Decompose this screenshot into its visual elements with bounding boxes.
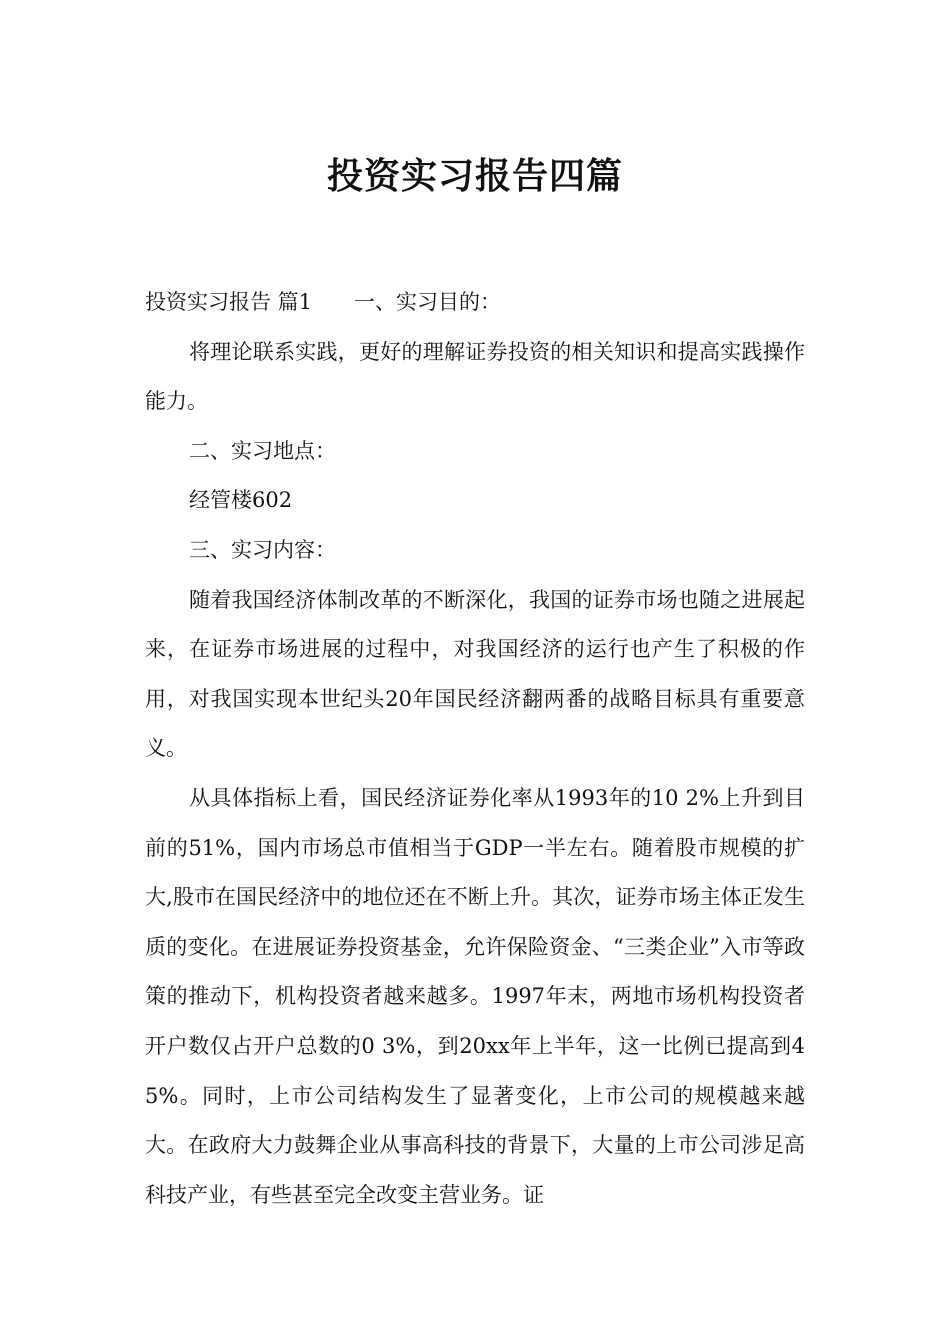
section-heading-content: 三、实习内容：: [189, 537, 336, 562]
paragraph-location: 经管楼602: [189, 488, 293, 513]
document-title: 投资实习报告四篇: [326, 155, 623, 198]
paragraph-purpose: 将理论联系实践，更好的理解证券投资的相关知识和提高实践操作能力。: [145, 339, 805, 414]
paragraph-content-1: 随着我国经济体制改革的不断深化，我国的证券市场也随之进展起来，在证券市场进展的过程中，对我国经济的运行也产生了积极的作用，对我国实现本世纪头20年国民经济翻两番的战略目标具有重要意义。: [145, 587, 805, 761]
section-heading-location: 二、实习地点：: [189, 438, 336, 463]
section-heading-purpose: 一、实习目的：: [354, 290, 502, 314]
paragraph-content-2: 从具体指标上看，国民经济证券化率从1993年的10 2%上升到目前的51%，国内市场总市值相当于GDP一半左右。随着股市规模的扩大,股市在国民经济中的地位还在不断上升。其次，证券市场主体正发生质的变化。在进展证券投资基金，允许保险资金、“三类企业”入市等政策的推动下，机构投资者越来越多。1997年末，两地市场机构投资者开户数仅占开户总数的0 3%，到20xx年上半年，这一比例已提高到4 5%。同时，上市公司结构发生了显著变化，上市公司的规模越来越大。在政府大力鼓舞企业从事高科技的背景下，大量的上市公司涉足高科技产业，有些甚至完全改变主营业务。证: [145, 785, 805, 1207]
first-line: [145, 278, 805, 328]
document-body: [145, 278, 805, 1220]
report-part-label: 投资实习报告 篇1: [145, 290, 313, 314]
